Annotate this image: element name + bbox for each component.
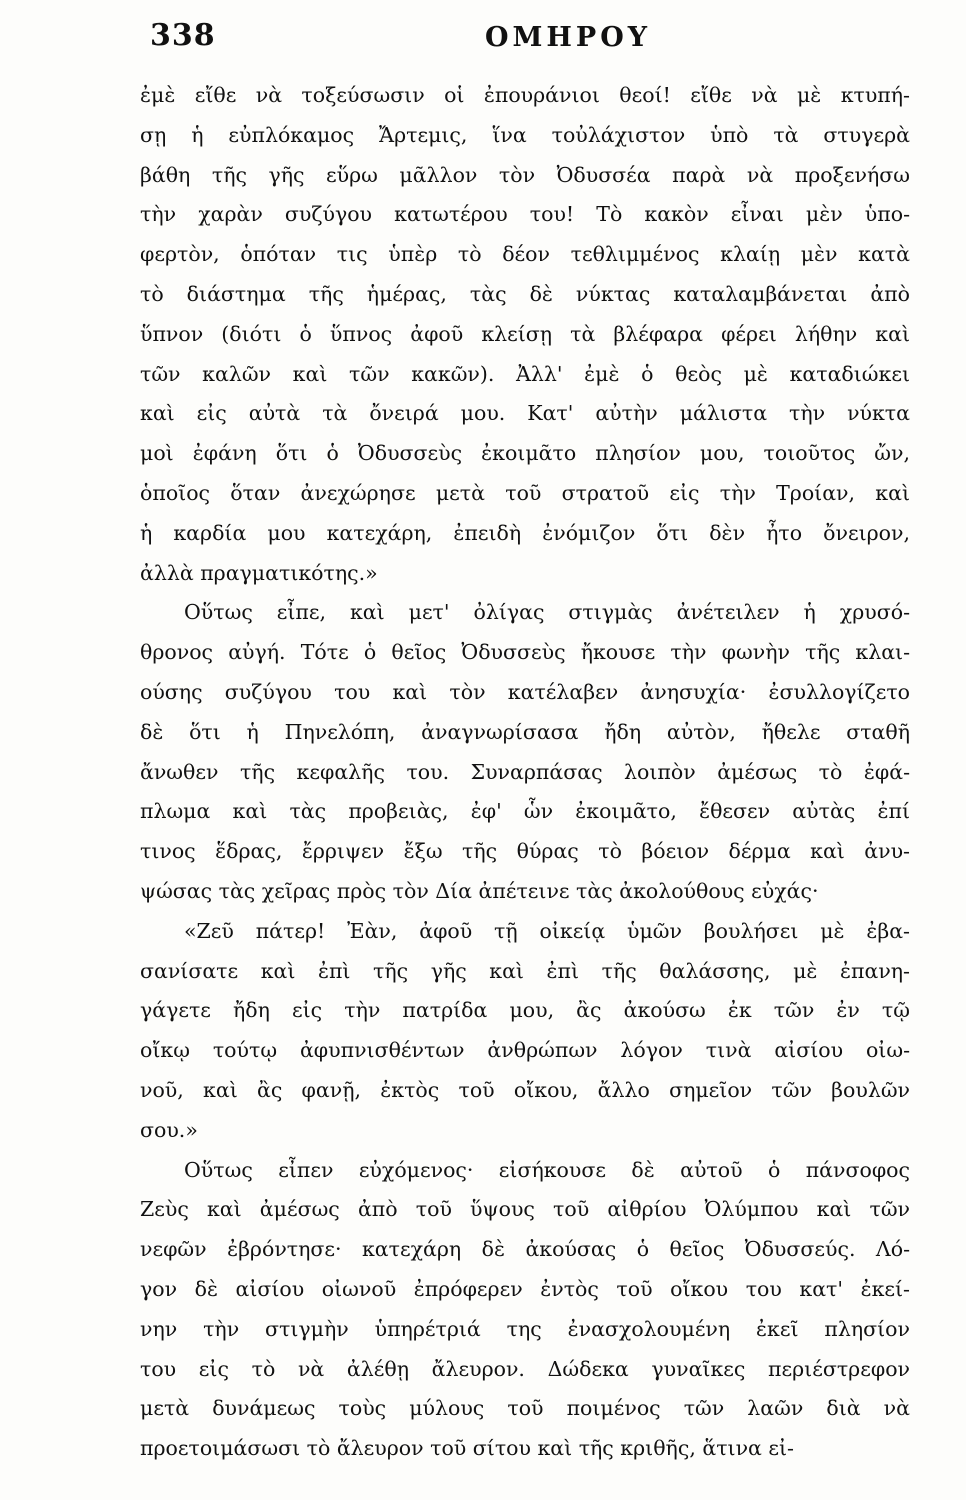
text-line: Ζεὺς καὶ ἀμέσως ἀπὸ τοῦ ὕψους τοῦ αἰθρίου Ὀλύμπου καὶ τῶν	[140, 1197, 910, 1222]
text-line: βάθη τῆς γῆς εὕρω μᾶλλον τὸν Ὀδυσσέα παρὰ νὰ προξενήσω	[140, 162, 910, 187]
text-line: ἡ καρδία μου κατεχάρη, ἐπειδὴ ἐνόμιζον ὅτι δὲν ἦτο ὄνειρον,	[140, 520, 910, 545]
paragraph	[140, 912, 910, 1151]
running-title: ΟΜΗΡΟΥ	[484, 22, 651, 53]
text-line: μετὰ δυνάμεως τοὺς μύλους τοῦ ποιμένος τῶν λαῶν διὰ νὰ	[140, 1396, 910, 1421]
text-line: ψώσας τὰς χεῖρας πρὸς τὸν Δία ἀπέτεινε τὰς ἀκολούθους εὐχάς·	[140, 878, 819, 903]
text-line: τινος ἕδρας, ἔρριψεν ἔξω τῆς θύρας τὸ βόειον δέρμα καὶ ἀνυ-	[140, 839, 910, 864]
text-line: νοῦ, καὶ ἂς φανῇ, ἐκτὸς τοῦ οἴκου, ἄλλο σημεῖον τῶν βουλῶν	[140, 1077, 910, 1102]
text-line: οἴκῳ τούτῳ ἀφυπνισθέντων ἀνθρώπων λόγον τινὰ αἰσίου οἰω-	[140, 1038, 910, 1063]
text-line: σῃ ἡ εὐπλόκαμος Ἄρτεμις, ἵνα τοὐλάχιστον ὑπὸ τὰ στυγερὰ	[140, 122, 910, 147]
text-line: καὶ εἰς αὐτὰ τὰ ὄνειρά μου. Κατ' αὐτὴν μάλιστα τὴν νύκτα	[140, 401, 910, 426]
text-line: ὕπνον (διότι ὁ ὕπνος ἀφοῦ κλείσῃ τὰ βλέφαρα φέρει λήθην καὶ	[140, 321, 910, 346]
paragraph	[140, 593, 910, 911]
text-line: ἐμὲ εἴθε νὰ τοξεύσωσιν οἱ ἐπουράνιοι θεοί! εἴθε νὰ μὲ κτυπή-	[140, 83, 910, 107]
text-line: γάγετε ἤδη εἰς τὴν πατρίδα μου, ἂς ἀκούσω ἐκ τῶν ἐν τῷ	[140, 998, 910, 1023]
text-line: σου.»	[140, 1117, 198, 1142]
paragraph	[140, 76, 910, 593]
text-line: θρονος αὐγή. Τότε ὁ θεῖος Ὀδυσσεὺς ἤκουσε τὴν φωνὴν τῆς κλαι-	[140, 640, 910, 665]
text-line: του εἰς τὸ νὰ ἀλέθῃ ἄλευρον. Δώδεκα γυναῖκες περιέστρεφον	[140, 1356, 910, 1381]
text-line: προετοιμάσωσι τὸ ἄλευρον τοῦ σίτου καὶ τῆς κριθῆς, ἅτινα εἰ-	[140, 1436, 794, 1461]
text-line: Οὕτως εἶπεν εὐχόμενος· εἰσήκουσε δὲ αὐτοῦ ὁ πάνσοφος	[184, 1157, 910, 1182]
text-line: φερτὸν, ὁπόταν τις ὑπὲρ τὸ δέον τεθλιμμένος κλαίῃ μὲν κατὰ	[140, 242, 910, 267]
paragraph	[140, 1151, 910, 1469]
text-line: νεφῶν ἐβρόντησε· κατεχάρη δὲ ἀκούσας ὁ θεῖος Ὀδυσσεύς. Λό-	[140, 1237, 910, 1262]
text-line: ὁποῖος ὅταν ἀνεχώρησε μετὰ τοῦ στρατοῦ εἰς τὴν Τροίαν, καὶ	[140, 480, 910, 505]
page-number: 338	[150, 18, 216, 53]
text-line: Οὕτως εἶπε, καὶ μετ' ὀλίγας στιγμὰς ἀνέτειλεν ἡ χρυσό-	[184, 600, 910, 625]
text-line: ἄνωθεν τῆς κεφαλῆς του. Συναρπάσας λοιπὸν ἀμέσως τὸ ἐφά-	[140, 759, 910, 784]
text-line: σανίσατε καὶ ἐπὶ τῆς γῆς καὶ ἐπὶ τῆς θαλάσσης, μὲ ἐπανη-	[140, 958, 910, 983]
text-line: τὸ διάστημα τῆς ἡμέρας, τὰς δὲ νύκτας καταλαμβάνεται ἀπὸ	[140, 281, 910, 306]
text-line: τῶν καλῶν καὶ τῶν κακῶν). Ἀλλ' ἐμὲ ὁ θεὸς μὲ καταδιώκει	[140, 361, 910, 386]
text-line: μοὶ ἐφάνη ὅτι ὁ Ὀδυσσεὺς ἐκοιμᾶτο πλησίον μου, τοιοῦτος ὤν,	[140, 441, 910, 466]
text-line: γον δὲ αἰσίου οἰωνοῦ ἐπρόφερεν ἐντὸς τοῦ οἴκου του κατ' ἐκεί-	[140, 1276, 910, 1301]
text-line: πλωμα καὶ τὰς προβειὰς, ἐφ' ὧν ἐκοιμᾶτο, ἔθεσεν αὐτὰς ἐπί	[140, 799, 910, 824]
text-line: «Ζεῦ πάτερ! Ἐὰν, ἀφοῦ τῇ οἰκείᾳ ὑμῶν βουλήσει μὲ ἐβα-	[184, 918, 910, 943]
text-line: νην τὴν στιγμὴν ὑπηρέτριά της ἐνασχολουμένη ἐκεῖ πλησίον	[140, 1316, 910, 1341]
text-line: ούσης συζύγου του καὶ τὸν κατέλαβεν ἀνησυχία· ἐσυλλογίζετο	[140, 679, 910, 704]
text-line: δὲ ὅτι ἡ Πηνελόπη, ἀναγνωρίσασα ἤδη αὐτὸν, ἤθελε σταθῆ	[140, 719, 910, 744]
body-text	[140, 76, 910, 1469]
text-line: τὴν χαρὰν συζύγου κατωτέρου του! Τὸ κακὸν εἶναι μὲν ὑπο-	[140, 202, 910, 227]
page-header	[150, 14, 906, 66]
text-line: ἀλλὰ πραγματικότης.»	[140, 560, 378, 585]
